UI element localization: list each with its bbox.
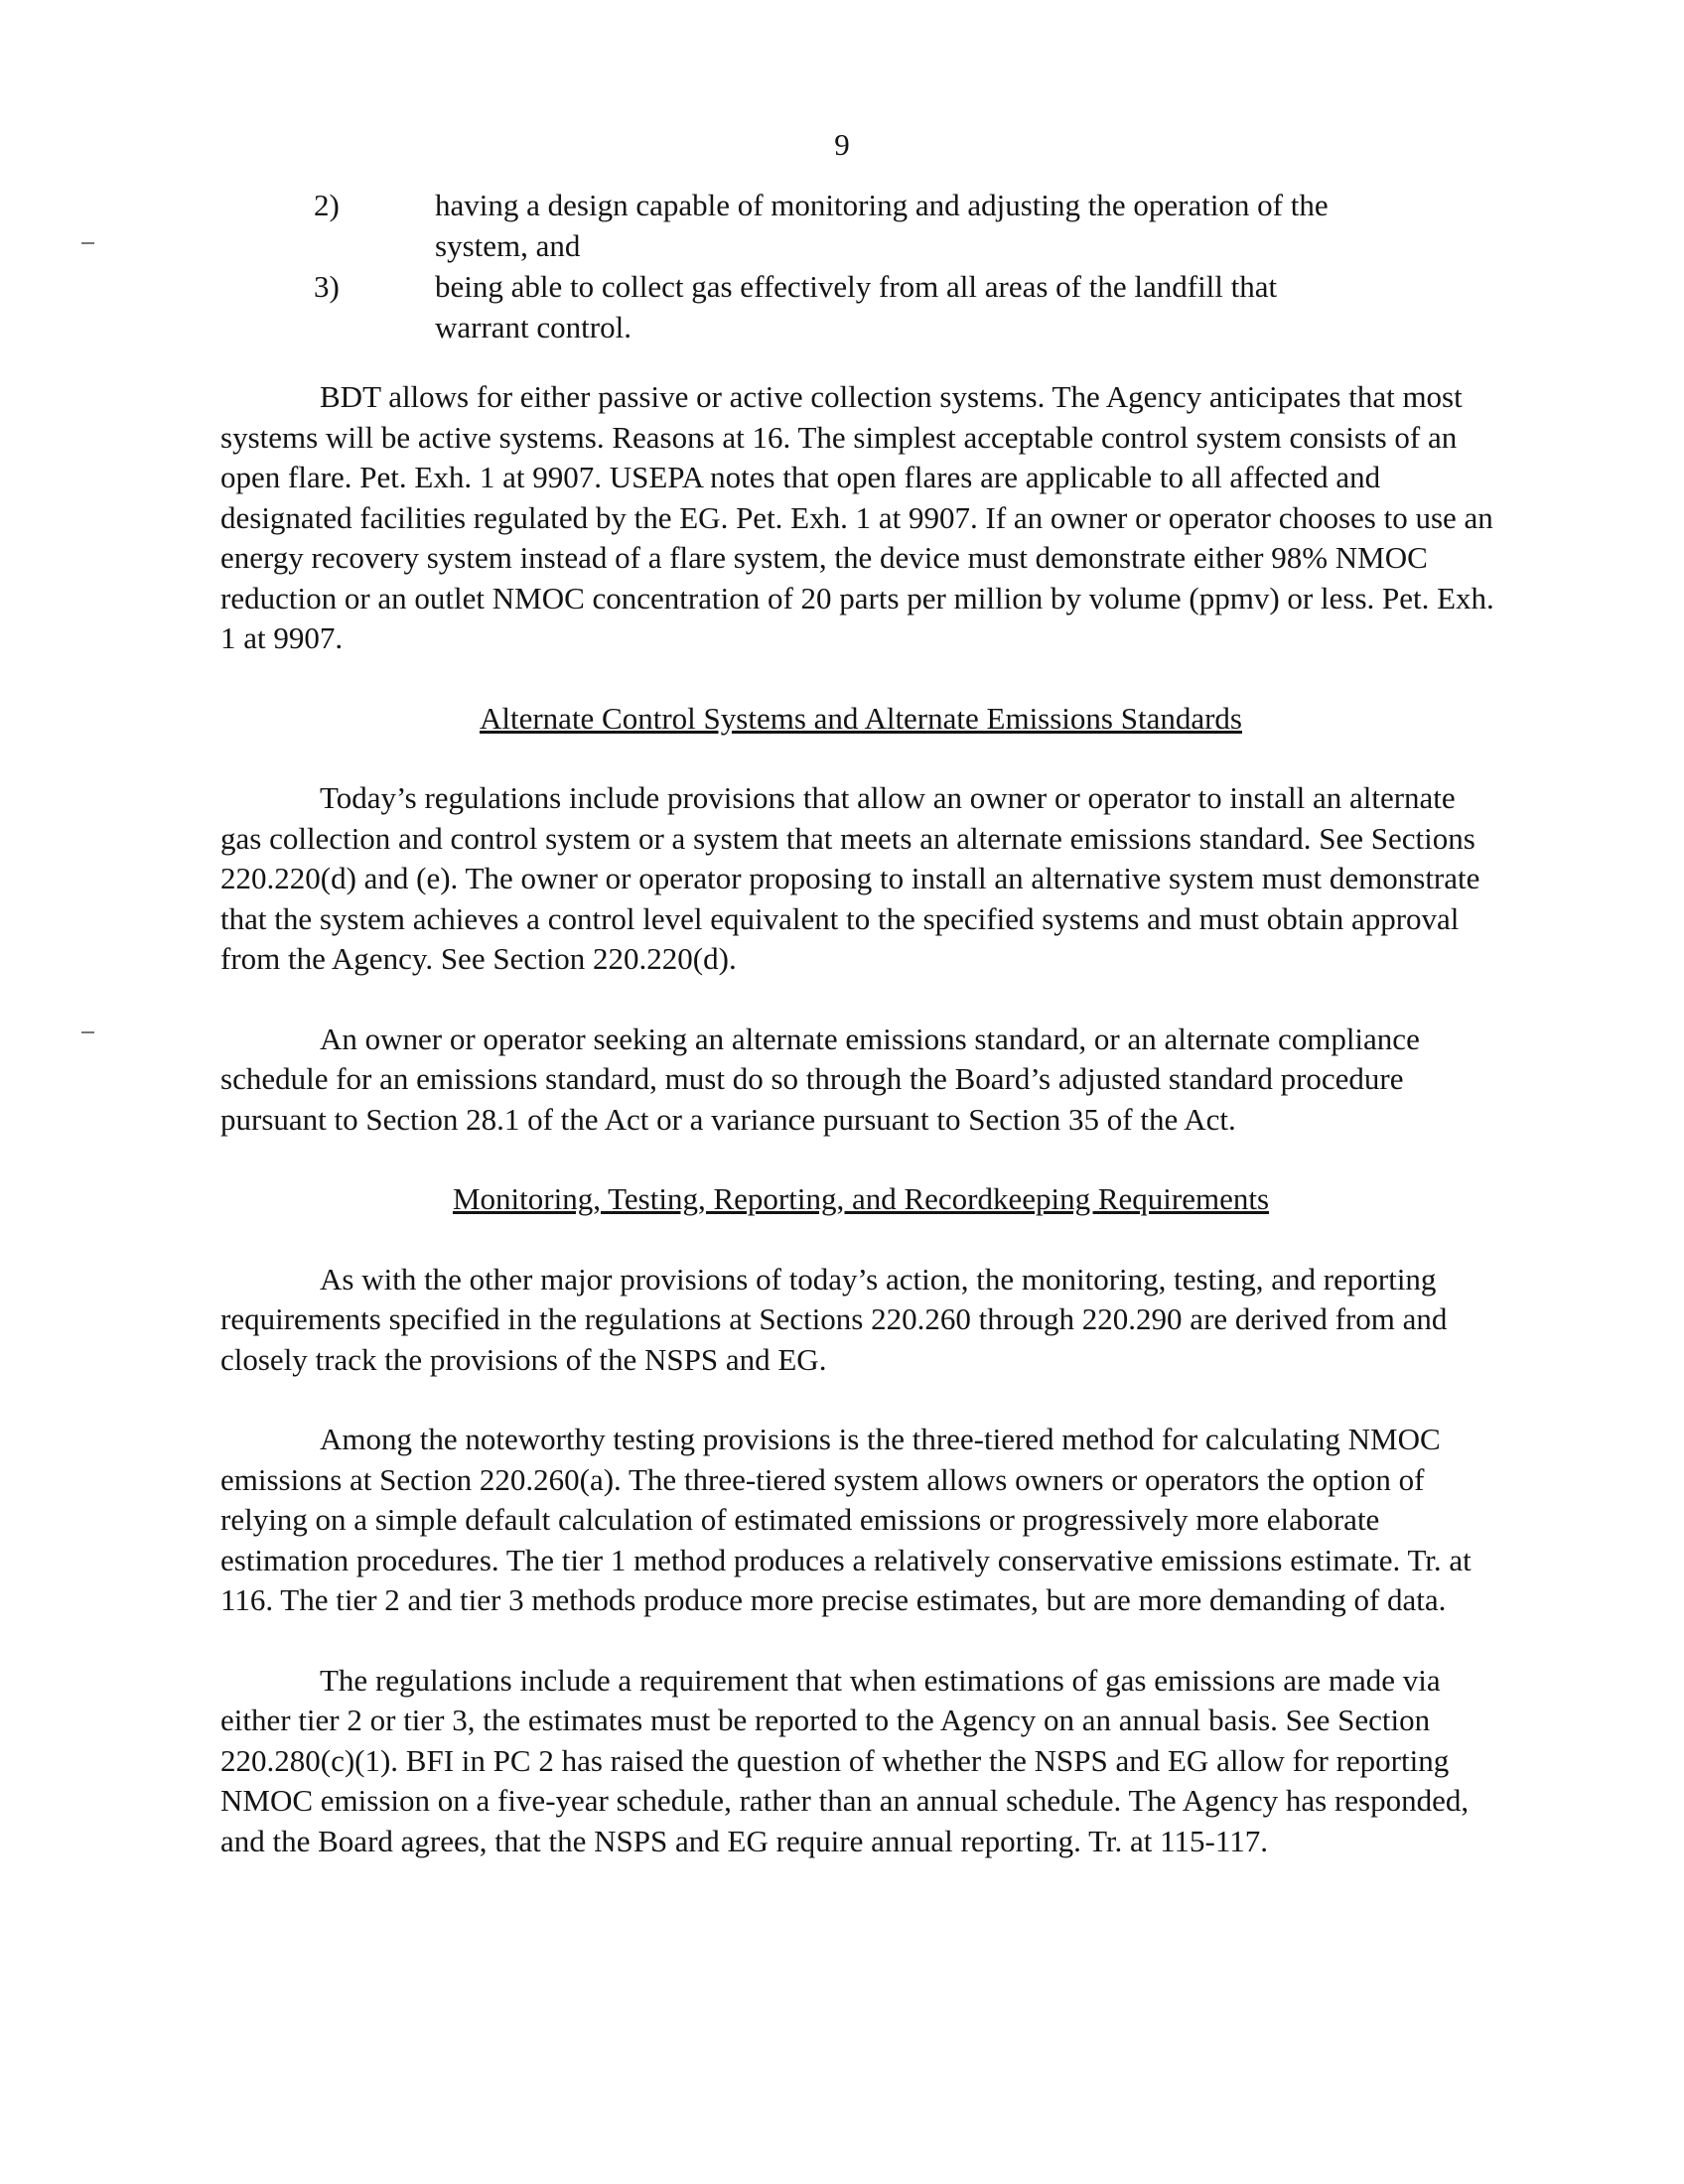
list-item-number: 3) <box>314 269 340 304</box>
margin-mark <box>81 1031 94 1033</box>
list-item-text: being able to collect gas effectively from all areas of the landfill that warrant control. <box>435 269 1278 344</box>
list-item <box>314 185 1366 266</box>
paragraph-alternate-standard: An owner or operator seeking an alternate emissions standard, or an alternate compliance schedule for an emissions standard, must do so through the Board’s adjusted standard procedure pursuant to Section 28.1 of the Act or a variance pursuant to Section 35 of the Act. <box>220 1021 1420 1137</box>
numbered-list <box>314 185 1366 347</box>
section-heading-alternate-control: Alternate Control Systems and Alternate Emissions Standards <box>479 700 1242 736</box>
margin-mark <box>81 242 94 244</box>
paragraph-bdt-collection-systems: BDT allows for either passive or active collection systems. The Agency anticipates that most systems will be active systems. Reasons at 16. The simplest acceptable control system consists of an open flare. Pet. Exh. 1 at 9907. USEPA notes that open flares are applicable to all affected and designated facilities regulated by the EG. Pet. Exh. 1 at 9907. If an owner or operator chooses to use an energy recovery system instead of a flare system, the device must demonstrate either 98% NMOC reduction or an outlet NMOC concentration of 20 parts per million by volume (ppmv) or less. Pet. Exh. 1 at 9907. <box>220 379 1494 655</box>
paragraph-alternate-systems: Today’s regulations include provisions that allow an owner or operator to install an alternate gas collection and control system or a system that meets an alternate emissions standard. See Sections 220.220(d) and (e). The owner or operator proposing to install an alternative system must demonstrate that the system achieves a control level equivalent to the specified systems and must obtain approval from the Agency. See Section 220.220(d). <box>220 780 1480 976</box>
document-body <box>220 377 1501 1901</box>
paragraph-testing-provisions: Among the noteworthy testing provisions is the three-tiered method for calculating NMOC emissions at Section 220.260(a). The three-tiered system allows owners or operators the option of relying on a simple default calculation of estimated emissions or progressively more elaborate estimation procedures. The tier 1 method produces a relatively conservative emissions estimate. Tr. at 116. The tier 2 and tier 3 methods produce more precise estimates, but are more demanding of data. <box>220 1422 1472 1617</box>
list-item-text: having a design capable of monitoring and adjusting the operation of the system, and <box>435 188 1329 263</box>
list-item <box>314 266 1366 347</box>
paragraph-annual-reporting: The regulations include a requirement that when estimations of gas emissions are made via either tier 2 or tier 3, the estimates must be reported to the Agency on an annual basis. See Section 220.280(c)(1). BFI in PC 2 has raised the question of whether the NSPS and EG allow for reporting NMOC emission on a five-year schedule, rather than an annual schedule. The Agency has responded, and the Board agrees, that the NSPS and EG require annual reporting. Tr. at 115-117. <box>220 1662 1470 1858</box>
list-item-number: 2) <box>314 188 340 222</box>
paragraph-monitoring-requirements: As with the other major provisions of today’s action, the monitoring, testing, and reporting requirements specified in the regulations at Sections 220.260 through 220.290 are derived from and closely track the provisions of the NSPS and EG. <box>220 1261 1448 1377</box>
section-heading-monitoring: Monitoring, Testing, Reporting, and Recordkeeping Requirements <box>452 1181 1270 1216</box>
page-number: 9 <box>834 127 850 162</box>
